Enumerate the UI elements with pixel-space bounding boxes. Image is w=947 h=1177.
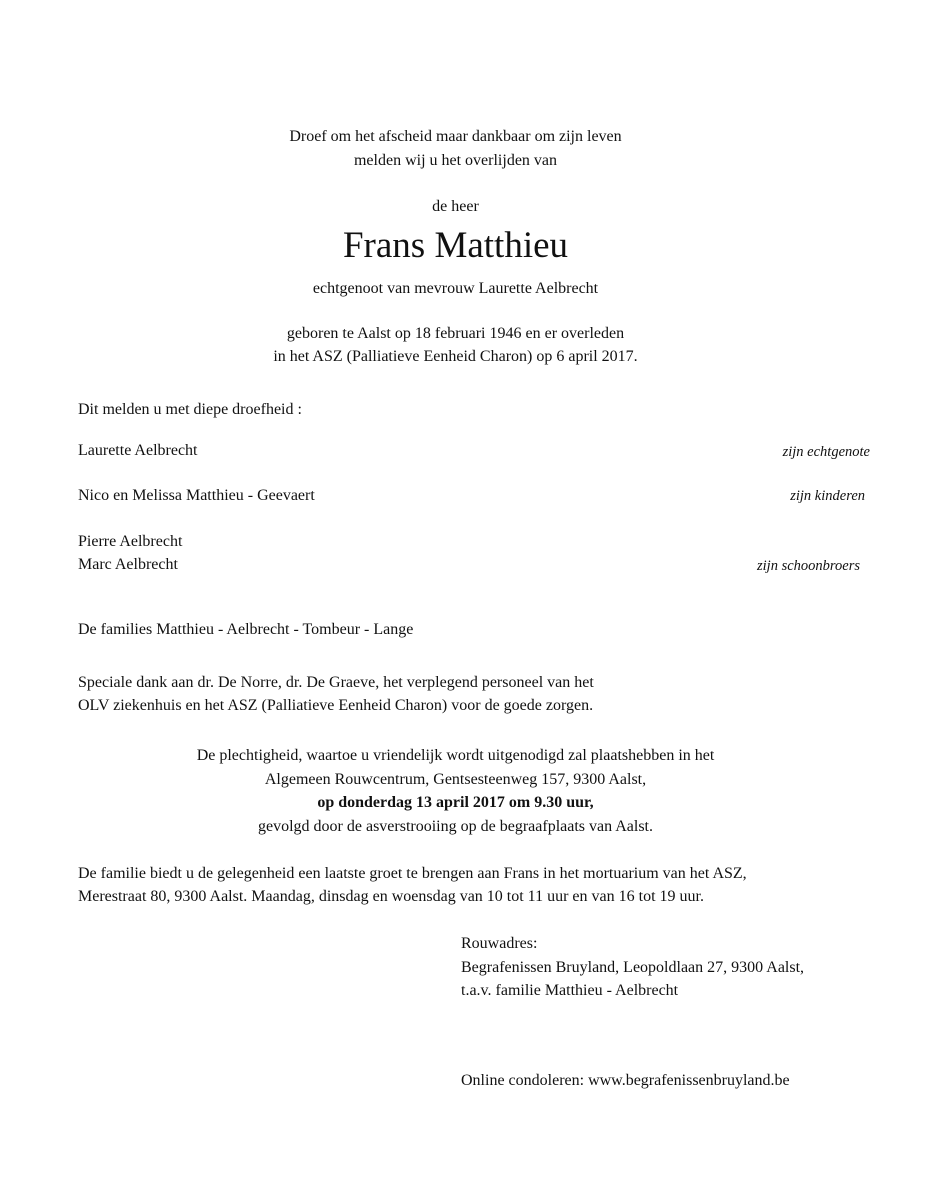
address-line-2: t.a.v. familie Matthieu - Aelbrecht — [461, 982, 679, 999]
mourner-name: Pierre Aelbrecht — [78, 533, 183, 550]
address-label: Rouwadres: — [461, 935, 538, 952]
ceremony-line-2: Algemeen Rouwcentrum, Gentsesteenweg 157, 9300 Aalst, — [264, 771, 647, 788]
salutation: de heer — [432, 198, 479, 215]
families-line: De families Matthieu - Aelbrecht - Tombeur - Lange — [78, 621, 414, 638]
birth-death-line-2: in het ASZ (Palliatieve Eenheid Charon) op 6 april 2017. — [273, 348, 638, 365]
mourner-name: Laurette Aelbrecht — [78, 442, 198, 459]
mourner-name: Marc Aelbrecht — [78, 556, 178, 573]
thanks-line-1: Speciale dank aan dr. De Norre, dr. De Graeve, het verplegend personeel van het — [78, 674, 594, 691]
deceased-name: Frans Matthieu — [342, 225, 569, 266]
ceremony-line-1: De plechtigheid, waartoe u vriendelijk wordt uitgenodigd zal plaatshebben in het — [196, 747, 715, 764]
mourner-name: Nico en Melissa Matthieu - Geevaert — [78, 487, 315, 504]
visitation-line-1: De familie biedt u de gelegenheid een laatste groet te brengen aan Frans in het mortuarium van het ASZ, — [78, 865, 747, 882]
mourner-relation: zijn kinderen — [790, 488, 865, 504]
online-condolences: Online condoleren: www.begrafenissenbruyland.be — [461, 1072, 790, 1089]
thanks-line-2: OLV ziekenhuis en het ASZ (Palliatieve Eenheid Charon) voor de goede zorgen. — [78, 697, 594, 714]
address-line-1: Begrafenissen Bruyland, Leopoldlaan 27, 9300 Aalst, — [461, 959, 805, 976]
spouse-line: echtgenoot van mevrouw Laurette Aelbrecht — [312, 280, 599, 297]
intro-line-2: melden wij u het overlijden van — [353, 152, 558, 169]
mourners-intro: Dit melden u met diepe droefheid : — [78, 401, 302, 418]
mourner-relation: zijn echtgenote — [782, 444, 870, 460]
visitation-line-2: Merestraat 80, 9300 Aalst. Maandag, dinsdag en woensdag van 10 tot 11 uur en van 16 tot 19 uur. — [78, 888, 704, 905]
mourner-relation: zijn schoonbroers — [757, 558, 860, 574]
birth-death-line-1: geboren te Aalst op 18 februari 1946 en er overleden — [286, 325, 625, 342]
ceremony-line-4: gevolgd door de asverstrooiing op de begraafplaats van Aalst. — [258, 818, 653, 835]
ceremony-date: op donderdag 13 april 2017 om 9.30 uur, — [317, 794, 594, 811]
intro-line-1: Droef om het afscheid maar dankbaar om zijn leven — [289, 128, 622, 145]
